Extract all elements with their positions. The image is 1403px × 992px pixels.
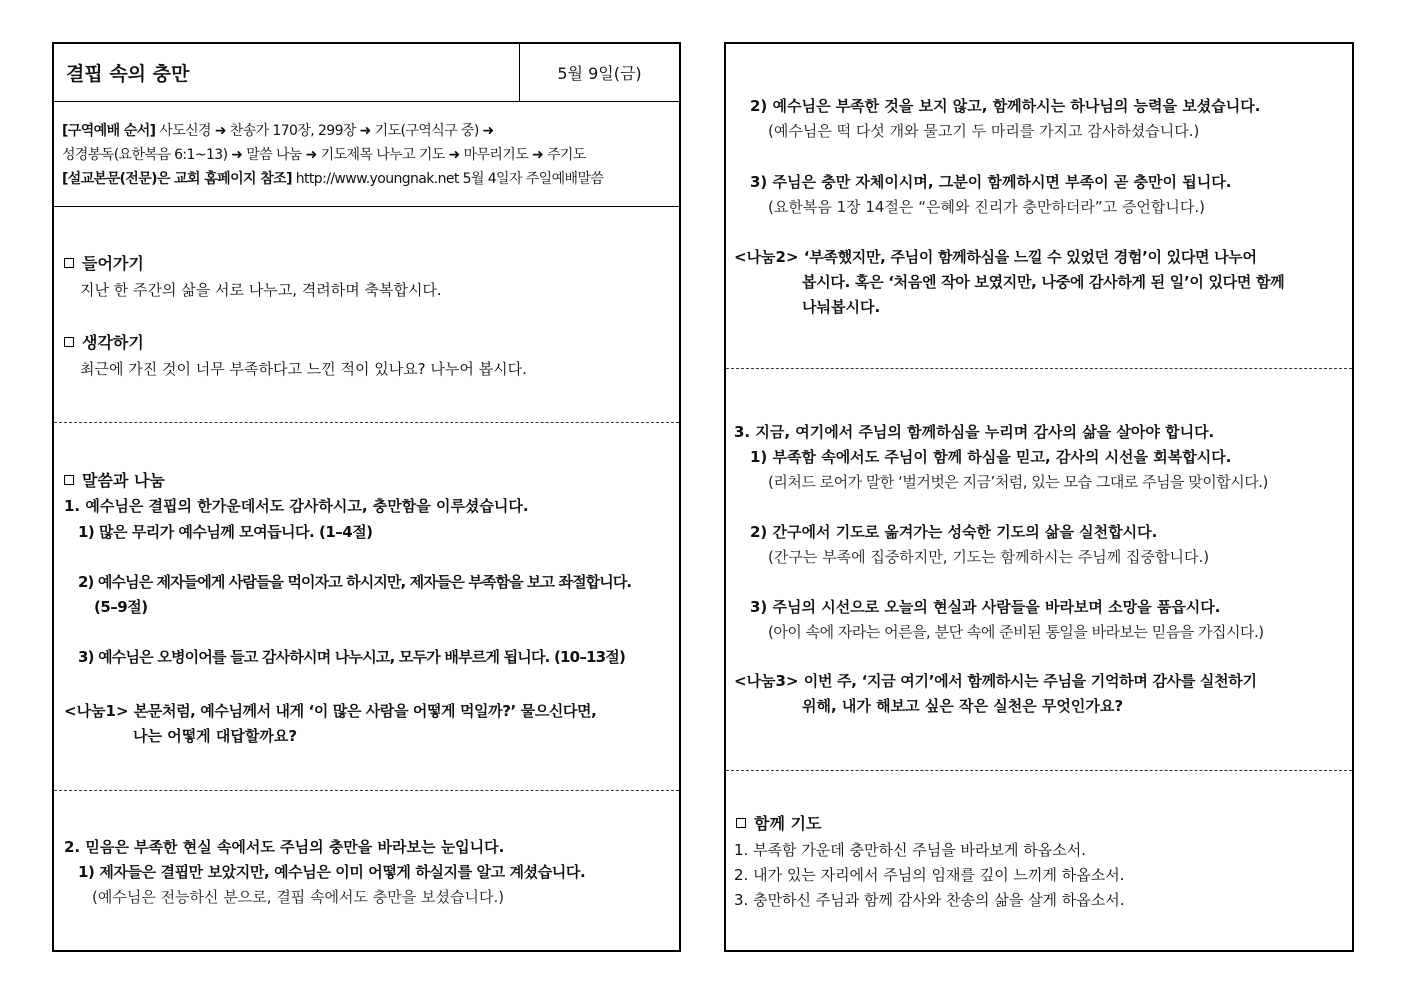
share-1: <나눔1> 본문처럼, 예수님께서 내게 ‘이 많은 사람을 어떻게 먹일까?’ 물으신다면, xyxy=(64,702,597,720)
order-text: 사도신경 ➜ 찬송가 170장, 299장 ➜ 기도(구역식구 중) ➜ xyxy=(155,123,494,139)
share-2-cont-2: 나눠봅시다. xyxy=(802,298,881,316)
point-1-2-verse: (5–9절) xyxy=(94,598,148,616)
order-line-3 xyxy=(62,168,603,188)
prayer-heading: 함께 기도 xyxy=(736,811,821,834)
share-1-cont: 나는 어떻게 대답할까요? xyxy=(133,727,298,745)
checkbox-icon xyxy=(64,475,74,485)
divider xyxy=(54,422,679,423)
order-line-2: 성경봉독(요한복음 6:1~13) ➜ 말씀 나눔 ➜ 기도제목 나누고 기도 ➜ 마무리기도 ➜ 주기도 xyxy=(62,147,586,163)
share-2-label: <나눔2> xyxy=(734,248,799,266)
point-1-1: 1) 많은 무리가 예수님께 모여듭니다. (1–4절) xyxy=(78,523,373,541)
order-line-1 xyxy=(62,120,494,140)
point-2: 2. 믿음은 부족한 현실 속에서도 주님의 충만을 바라보는 눈입니다. xyxy=(64,838,505,856)
date-label: 5월 9일(금) xyxy=(557,64,642,83)
right-panel xyxy=(724,42,1354,952)
left-panel xyxy=(52,42,681,952)
point-3: 3. 지금, 여기에서 주님의 함께하심을 누리며 감사의 삶을 살아야 합니다. xyxy=(734,423,1215,441)
point-2-1-note: (예수님은 전능하신 분으로, 결핍 속에서도 충만을 보셨습니다.) xyxy=(92,888,505,906)
intro-text: 지난 한 주간의 삶을 서로 나누고, 격려하며 축복합시다. xyxy=(80,281,442,299)
point-3-3: 3) 주님의 시선으로 오늘의 현실과 사람들을 바라보며 소망을 품읍시다. xyxy=(750,598,1221,616)
point-3-1: 1) 부족함 속에서도 주님이 함께 하심을 믿고, 감사의 시선을 회복합시다. xyxy=(750,448,1232,466)
sermon-ref-text: http://www.youngnak.net 5월 4일자 주일예배말씀 xyxy=(291,171,604,187)
share-1-label: <나눔1> xyxy=(64,702,129,720)
checkbox-icon xyxy=(64,337,74,347)
point-3-3-note: (아이 속에 자라는 어른을, 분단 속에 준비된 통일을 바라보는 믿음을 가집시다.) xyxy=(768,623,1264,641)
share-2-cont: 봅시다. 혹은 ‘처음엔 작아 보였지만, 나중에 감사하게 된 일’이 있다면 함께 xyxy=(802,273,1285,291)
prayer-item-3: 3. 충만하신 주님과 함께 감사와 찬송의 삶을 살게 하옵소서. xyxy=(734,891,1125,909)
share-3-label: <나눔3> xyxy=(734,672,799,690)
point-2-3: 3) 주님은 충만 자체이시며, 그분이 함께하시면 부족이 곧 충만이 됩니다. xyxy=(750,173,1232,191)
point-1-2: 2) 예수님은 제자들에게 사람들을 먹이자고 하시지만, 제자들은 부족함을 보고 좌절합니다. xyxy=(78,573,632,591)
divider xyxy=(726,770,1352,771)
think-text: 최근에 가진 것이 너무 부족하다고 느낀 적이 있나요? 나누어 봅시다. xyxy=(80,360,527,378)
intro-heading: 들어가기 xyxy=(64,251,144,274)
point-3-1-note: (리처드 로어가 말한 ‘벌거벗은 지금’처럼, 있는 모습 그대로 주님을 맞이합시다.) xyxy=(768,473,1268,491)
point-2-1: 1) 제자들은 결핍만 보았지만, 예수님은 이미 어떻게 하실지를 알고 계셨습니다. xyxy=(78,863,586,881)
point-1: 1. 예수님은 결핍의 한가운데서도 감사하시고, 충만함을 이루셨습니다. xyxy=(64,497,529,515)
point-3-2: 2) 간구에서 기도로 옮겨가는 성숙한 기도의 삶을 실천합시다. xyxy=(750,523,1158,541)
think-heading: 생각하기 xyxy=(64,330,144,353)
divider xyxy=(726,368,1352,369)
share-3: <나눔3> 이번 주, ‘지금 여기’에서 함께하시는 주님을 기억하며 감사를 실천하기 xyxy=(734,672,1257,690)
point-2-2: 2) 예수님은 부족한 것을 보지 않고, 함께하시는 하나님의 능력을 보셨습니다. xyxy=(750,97,1261,115)
checkbox-icon xyxy=(64,258,74,268)
share-3-cont: 위해, 내가 해보고 싶은 작은 실천은 무엇인가요? xyxy=(802,697,1124,715)
date-cell xyxy=(519,44,679,101)
share-2: <나눔2> ‘부족했지만, 주님이 함께하심을 느낄 수 있었던 경험’이 있다면 나누어 xyxy=(734,248,1257,266)
point-3-2-note: (간구는 부족에 집중하지만, 기도는 함께하시는 주님께 집중합니다.) xyxy=(768,548,1210,566)
header xyxy=(54,44,679,102)
worship-order xyxy=(54,102,679,207)
order-label: [구역예배 순서] xyxy=(62,123,156,139)
divider xyxy=(54,790,679,791)
point-2-3-note: (요한복음 1장 14절은 “은혜와 진리가 충만하더라”고 증언합니다.) xyxy=(768,198,1206,216)
page-title: 결핍 속의 충만 xyxy=(66,63,190,85)
sermon-ref-label: [설교본문(전문)은 교회 홈페이지 참조] xyxy=(62,171,292,187)
prayer-item-2: 2. 내가 있는 자리에서 주님의 임재를 깊이 느끼게 하옵소서. xyxy=(734,866,1125,884)
point-1-3: 3) 예수님은 오병이어를 들고 감사하시며 나누시고, 모두가 배부르게 됩니다. (10–13절) xyxy=(78,648,626,666)
word-heading: 말씀과 나눔 xyxy=(64,468,165,491)
point-2-2-note: (예수님은 떡 다섯 개와 물고기 두 마리를 가지고 감사하셨습니다.) xyxy=(768,122,1200,140)
checkbox-icon xyxy=(736,818,746,828)
prayer-item-1: 1. 부족함 가운데 충만하신 주님을 바라보게 하옵소서. xyxy=(734,841,1086,859)
